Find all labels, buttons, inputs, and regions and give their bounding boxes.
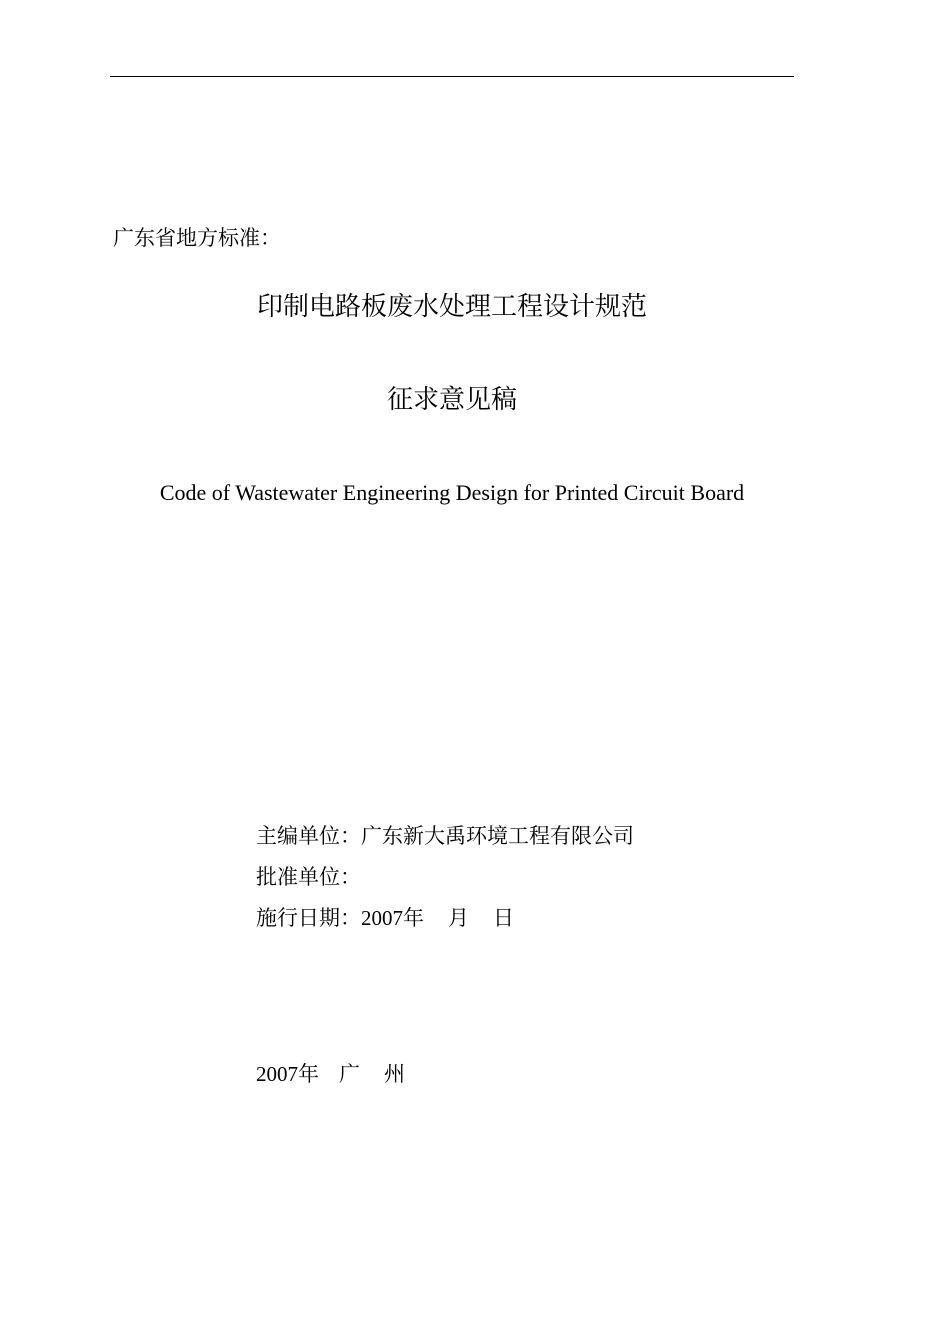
- date-month-unit: 月: [448, 906, 469, 930]
- editor-label: 主编单位：: [256, 824, 361, 848]
- editor-value: 广东新大禹环境工程有限公司: [361, 824, 634, 848]
- standard-label: 广东省地方标准：: [113, 226, 281, 250]
- date-year-unit: 年: [403, 906, 424, 930]
- footer-city-char1: 广: [339, 1062, 360, 1086]
- footer-city-char2: 州: [384, 1062, 405, 1086]
- effective-date-line: [256, 905, 514, 931]
- date-day-unit: 日: [493, 906, 514, 930]
- editor-line: [256, 823, 634, 849]
- draft-status: 征求意见稿: [386, 385, 517, 415]
- footer-line: [256, 1061, 405, 1087]
- footer-year: 2007: [256, 1062, 298, 1086]
- english-title: Code of Wastewater Engineering Design for Printed Circuit Board: [159, 480, 745, 505]
- document-title: 印制电路板废水处理工程设计规范: [256, 292, 647, 322]
- approver-label: 批准单位：: [256, 865, 361, 889]
- approver-line: [256, 864, 361, 890]
- footer-year-unit: 年: [298, 1062, 319, 1086]
- header-rule: [110, 76, 794, 77]
- date-year: 2007: [361, 906, 403, 930]
- date-label: 施行日期：: [256, 906, 361, 930]
